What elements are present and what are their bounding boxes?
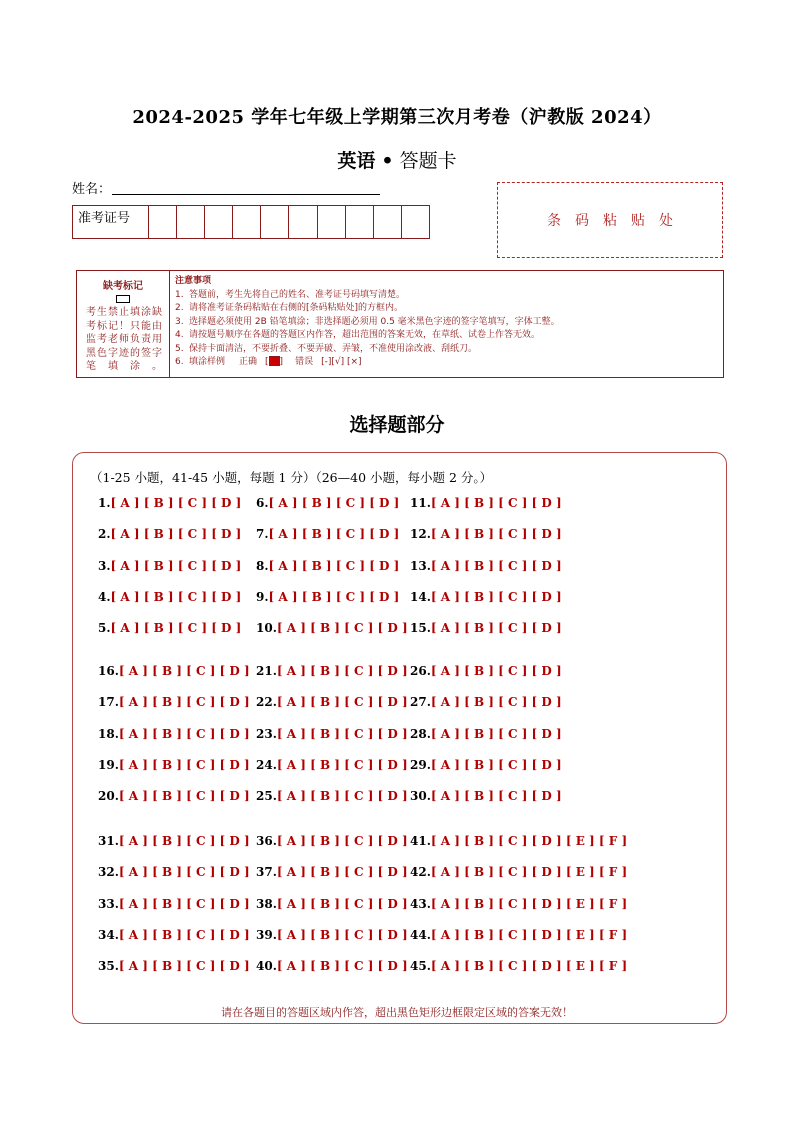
question-item [256,664,408,678]
question-item [256,727,408,741]
notice-item: 2. 请将准考证条码粘贴在右侧的[条码粘贴处]的方框内。 [175,303,404,313]
question-number: 42. [410,865,431,880]
admission-digit-cell[interactable] [346,206,374,238]
question-number: 26. [410,664,431,678]
question-number: 41. [410,834,431,848]
name-label: 姓名： [72,182,112,197]
question-item [410,789,562,803]
question-item [98,496,241,510]
answer-options[interactable]: [ A ] [ B ] [ C ] [ D ] [118,726,250,741]
question-item [98,664,250,678]
question-item [410,897,627,911]
question-item [410,621,562,635]
answer-options[interactable]: [ A ] [ B ] [ C ] [ D ] [430,496,562,510]
question-number: 22. [256,695,277,710]
answer-options[interactable]: [ A ] [ B ] [ C ] [ D ] [ E ] [ F ] [430,834,628,848]
answer-options[interactable]: [ A ] [ B ] [ C ] [ D ] [276,757,408,772]
question-item [256,559,399,573]
question-number: 16. [98,664,119,678]
question-number: 29. [410,757,431,772]
admission-digit-cell[interactable] [177,206,205,238]
question-number: 3. [98,558,111,573]
answer-options[interactable]: [ A ] [ B ] [ C ] [ D ] [276,865,408,880]
subject-label: 英语 [337,150,376,172]
question-item [98,959,250,973]
filled-mark-icon [269,356,280,366]
answer-options[interactable]: [ A ] [ B ] [ C ] [ D ] [430,789,562,804]
question-item [410,527,562,541]
answer-options[interactable]: [ A ] [ B ] [ C ] [ D ] [430,589,562,604]
answer-options[interactable]: [ A ] [ B ] [ C ] [ D ] [430,558,562,573]
answer-options[interactable]: [ A ] [ B ] [ C ] [ D ] [118,757,250,772]
answer-options[interactable]: [ A ] [ B ] [ C ] [ D ] [430,726,562,741]
question-number: 38. [256,896,277,911]
answer-options[interactable]: [ A ] [ B ] [ C ] [ D ] [ E ] [ F ] [430,896,628,911]
question-number: 10. [256,621,277,636]
question-item [410,758,562,772]
question-item [256,496,399,510]
answer-options[interactable]: [ A ] [ B ] [ C ] [ D ] [118,927,250,942]
question-number: 25. [256,789,277,804]
admission-label: 准考证号 [73,206,149,238]
question-item [256,789,408,803]
question-number: 30. [410,789,431,804]
score-instructions: （1-25 小题，41-45 小题，每题 1 分）（26—40 小题，每小题 2 分。） [90,470,493,485]
absent-mark-description: 考生禁止填涂缺考标记！只能由监考老师负责用黑色字迹的签字笔填涂。 [86,307,163,372]
answer-options[interactable]: [ A ] [ B ] [ C ] [ D ] [110,621,242,636]
answer-options[interactable]: [ A ] [ B ] [ C ] [ D ] [268,496,400,510]
footer-note: 请在各题目的答题区域内作答，超出黑色矩形边框限定区域的答案无效！ [221,1006,573,1019]
question-number: 1. [98,496,111,510]
answer-options[interactable]: [ A ] [ B ] [ C ] [ D ] [110,558,242,573]
answer-options[interactable]: [ A ] [ B ] [ C ] [ D ] [110,496,242,510]
question-number: 20. [98,789,119,804]
absent-mark-box[interactable] [116,295,130,303]
notice-item: 3. 选择题必须使用 2B 铅笔填涂；非选择题必须用 0.5 毫米黑色字迹的签字笔填写，字体工整。 [175,316,560,327]
separator-dot: • [381,150,394,172]
answer-options[interactable]: [ A ] [ B ] [ C ] [ D ] [118,695,250,710]
question-number: 11. [410,496,431,510]
question-item [98,865,250,879]
question-number: 7. [256,527,269,542]
question-item [410,559,562,573]
admission-digit-cell[interactable] [261,206,289,238]
question-item [98,559,241,573]
question-number: 24. [256,757,277,772]
question-item [98,590,241,604]
question-item [410,590,562,604]
question-number: 44. [410,927,431,942]
answer-options[interactable]: [ A ] [ B ] [ C ] [ D ] [276,726,408,741]
card-subtitle [0,146,794,173]
question-item [256,928,408,942]
answer-options[interactable]: [ A ] [ B ] [ C ] [ D ] [276,834,408,848]
question-item [98,621,241,635]
answer-options[interactable]: [ A ] [ B ] [ C ] [ D ] [276,896,408,911]
answer-options[interactable]: [ A ] [ B ] [ C ] [ D ] [268,589,400,604]
answer-options[interactable]: [ A ] [ B ] [ C ] [ D ] [276,695,408,710]
fill-wrong-marks: [-][√] [×] [321,357,362,367]
question-number: 40. [256,959,277,974]
question-number: 6. [256,496,269,510]
answer-options[interactable]: [ A ] [ B ] [ C ] [ D ] [268,527,400,542]
fill-sample: 6. 填涂样例 正确 [ ] 错误 [-][√] [×] [175,356,717,370]
admission-digit-cell[interactable] [233,206,261,238]
question-number: 5. [98,621,111,636]
question-number: 31. [98,834,119,848]
answer-options[interactable]: [ A ] [ B ] [ C ] [ D ] [430,527,562,542]
answer-options[interactable]: [ A ] [ B ] [ C ] [ D ] [110,527,242,542]
question-item [98,758,250,772]
question-number: 17. [98,695,119,710]
admission-digit-cell[interactable] [318,206,346,238]
question-item [410,865,627,879]
question-item [256,527,399,541]
question-number: 12. [410,527,431,542]
question-item [410,959,627,973]
question-item [410,695,562,709]
question-number: 13. [410,558,431,573]
fill-sample-label: 填涂样例 [189,357,226,367]
admission-digit-cell[interactable] [289,206,317,238]
answer-options[interactable]: [ A ] [ B ] [ C ] [ D ] [118,959,250,974]
question-item [98,695,250,709]
question-item [410,928,627,942]
notice-item: 5. 保持卡面清洁，不要折叠、不要弄破、弄皱，不准使用涂改液、刮纸刀。 [175,343,478,354]
answer-options[interactable]: [ A ] [ B ] [ C ] [ D ] [118,865,250,880]
answer-options[interactable]: [ A ] [ B ] [ C ] [ D ] [ E ] [ F ] [430,927,628,942]
absent-mark-title: 缺考标记 [103,281,143,292]
question-item [256,695,408,709]
question-item [256,897,408,911]
question-number: 9. [256,589,269,604]
question-number: 15. [410,621,431,636]
question-number: 33. [98,896,119,911]
answer-options[interactable]: [ A ] [ B ] [ C ] [ D ] [430,664,562,678]
answer-options[interactable]: [ A ] [ B ] [ C ] [ D ] [268,558,400,573]
answer-options[interactable]: [ A ] [ B ] [ C ] [ D ] [ E ] [ F ] [430,865,628,880]
question-number: 39. [256,927,277,942]
question-number: 19. [98,757,119,772]
fill-wrong-label: 错误 [295,357,314,367]
question-item [98,928,250,942]
question-number: 32. [98,865,119,880]
question-number: 28. [410,726,431,741]
answer-options[interactable]: [ A ] [ B ] [ C ] [ D ] [118,664,250,678]
question-number: 45. [410,959,431,974]
question-number: 43. [410,896,431,911]
question-item [410,664,562,678]
page-title: 2024-2025 学年七年级上学期第三次月考卷（沪教版 2024） [132,107,662,128]
admission-number-grid [72,205,430,239]
answer-options[interactable]: [ A ] [ B ] [ C ] [ D ] [118,834,250,848]
answer-options[interactable]: [ A ] [ B ] [ C ] [ D ] [430,757,562,772]
question-item [98,789,250,803]
question-item [98,727,250,741]
answer-options[interactable]: [ A ] [ B ] [ C ] [ D ] [110,589,242,604]
fill-correct-label: 正确 [239,357,258,367]
question-item [98,527,241,541]
question-number: 23. [256,726,277,741]
question-item [256,834,408,848]
question-number: 21. [256,664,277,678]
admission-digit-cell[interactable] [149,206,177,238]
question-number: 27. [410,695,431,710]
notice-item: 4. 请按题号顺序在各题的答题区内作答，超出范围的答案无效，在草纸、试卷上作答无效。 [175,330,541,340]
question-item [98,897,250,911]
notice-item: 1. 答题前，考生先将自己的姓名、准考证号码填写清楚。 [175,289,406,300]
answer-options[interactable]: [ A ] [ B ] [ C ] [ D ] [ E ] [ F ] [430,959,628,974]
question-item [410,834,627,848]
section-title: 选择题部分 [349,414,445,436]
answer-options[interactable]: [ A ] [ B ] [ C ] [ D ] [276,959,408,974]
answer-options[interactable]: [ A ] [ B ] [ C ] [ D ] [276,927,408,942]
question-number: 14. [410,589,431,604]
barcode-area: 条码粘贴处 [497,182,723,258]
card-label: 答题卡 [399,150,457,172]
notice-list [175,275,717,370]
question-item [256,959,408,973]
answer-options[interactable]: [ A ] [ B ] [ C ] [ D ] [276,789,408,804]
absent-mark-panel [77,271,170,377]
question-number: 35. [98,959,119,974]
question-number: 4. [98,589,111,604]
question-number: 34. [98,927,119,942]
question-item [256,621,408,635]
answer-options[interactable]: [ A ] [ B ] [ C ] [ D ] [118,896,250,911]
question-number: 2. [98,527,111,542]
question-item [256,865,408,879]
notice-title: 注意事项 [175,276,212,286]
question-number: 37. [256,865,277,880]
question-item [98,834,250,848]
question-item [410,496,562,510]
question-number: 36. [256,834,277,848]
answer-options[interactable]: [ A ] [ B ] [ C ] [ D ] [276,664,408,678]
question-item [256,758,408,772]
name-field[interactable] [112,194,380,195]
admission-digit-cell[interactable] [205,206,233,238]
question-item [410,727,562,741]
admission-digit-cell[interactable] [374,206,402,238]
question-number: 18. [98,726,119,741]
question-number: 8. [256,558,269,573]
answer-options[interactable]: [ A ] [ B ] [ C ] [ D ] [430,695,562,710]
answer-options[interactable]: [ A ] [ B ] [ C ] [ D ] [276,621,408,636]
admission-digit-cell[interactable] [402,206,429,238]
answer-options[interactable]: [ A ] [ B ] [ C ] [ D ] [118,789,250,804]
question-item [256,590,399,604]
notice-box [76,270,724,378]
answer-options[interactable]: [ A ] [ B ] [ C ] [ D ] [430,621,562,636]
